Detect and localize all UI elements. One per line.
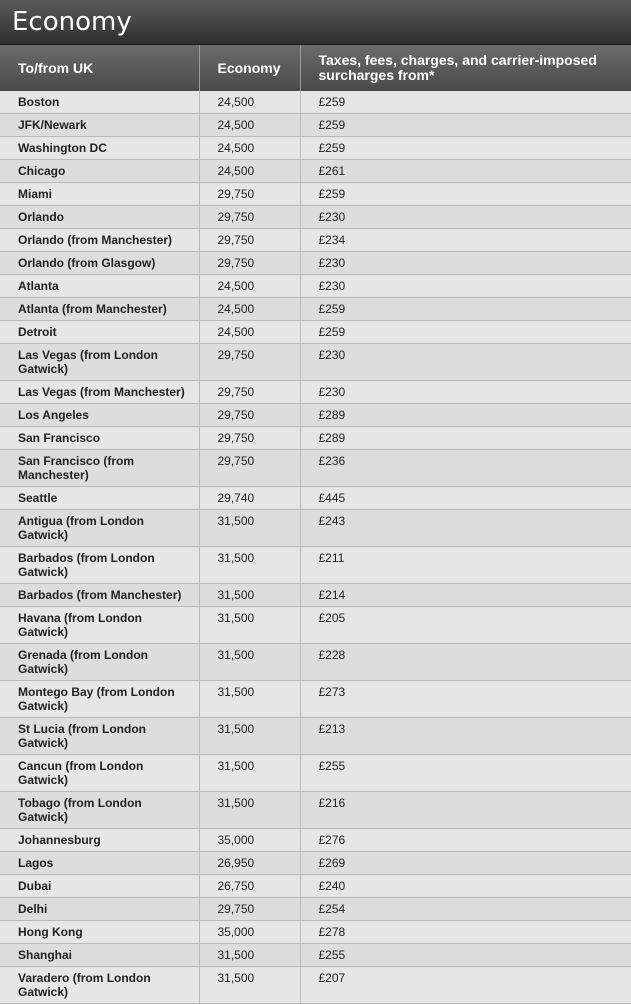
economy-miles-cell: 29,750 (199, 898, 300, 921)
taxes-cell: £261 (300, 160, 631, 183)
economy-miles-cell: 24,500 (199, 275, 300, 298)
destination-cell: Lagos (0, 852, 199, 875)
taxes-cell: £240 (300, 875, 631, 898)
table-row (0, 607, 631, 644)
destination-cell: Johannesburg (0, 829, 199, 852)
economy-miles-cell: 31,500 (199, 967, 300, 1004)
destination-cell: Orlando (from Glasgow) (0, 252, 199, 275)
taxes-cell: £269 (300, 852, 631, 875)
taxes-cell: £259 (300, 183, 631, 206)
destination-cell: Miami (0, 183, 199, 206)
destination-cell: San Francisco (from Manchester) (0, 450, 199, 487)
destination-cell: JFK/Newark (0, 114, 199, 137)
destination-cell: Cancun (from London Gatwick) (0, 755, 199, 792)
table-row (0, 344, 631, 381)
taxes-cell: £276 (300, 829, 631, 852)
table-row (0, 91, 631, 114)
taxes-cell: £278 (300, 921, 631, 944)
column-header-economy: Economy (199, 45, 300, 91)
table-row (0, 852, 631, 875)
economy-miles-cell: 29,740 (199, 487, 300, 510)
economy-miles-cell: 24,500 (199, 114, 300, 137)
destination-cell: Las Vegas (from London Gatwick) (0, 344, 199, 381)
destination-cell: Orlando (0, 206, 199, 229)
economy-miles-cell: 31,500 (199, 755, 300, 792)
economy-miles-cell: 31,500 (199, 681, 300, 718)
taxes-cell: £289 (300, 404, 631, 427)
destination-cell: Los Angeles (0, 404, 199, 427)
economy-miles-cell: 29,750 (199, 404, 300, 427)
destination-cell: Hong Kong (0, 921, 199, 944)
economy-miles-cell: 24,500 (199, 160, 300, 183)
table-row (0, 898, 631, 921)
column-header-taxes: Taxes, fees, charges, and carrier-imposed surcharges from* (300, 45, 631, 91)
destination-cell: Atlanta (0, 275, 199, 298)
destination-cell: Barbados (from London Gatwick) (0, 547, 199, 584)
taxes-cell: £259 (300, 321, 631, 344)
table-row (0, 792, 631, 829)
destination-cell: Barbados (from Manchester) (0, 584, 199, 607)
destination-cell: Atlanta (from Manchester) (0, 298, 199, 321)
economy-miles-cell: 31,500 (199, 607, 300, 644)
taxes-cell: £289 (300, 427, 631, 450)
destination-cell: Tobago (from London Gatwick) (0, 792, 199, 829)
economy-miles-cell: 31,500 (199, 547, 300, 584)
destination-cell: Seattle (0, 487, 199, 510)
table-header (0, 45, 631, 91)
taxes-cell: £236 (300, 450, 631, 487)
table-row (0, 681, 631, 718)
table-row (0, 967, 631, 1004)
taxes-cell: £273 (300, 681, 631, 718)
taxes-cell: £230 (300, 252, 631, 275)
page-title: Economy (0, 0, 631, 45)
destination-cell: Montego Bay (from London Gatwick) (0, 681, 199, 718)
table-row (0, 450, 631, 487)
destination-cell: Las Vegas (from Manchester) (0, 381, 199, 404)
economy-miles-cell: 29,750 (199, 206, 300, 229)
destination-cell: Washington DC (0, 137, 199, 160)
taxes-cell: £230 (300, 344, 631, 381)
taxes-cell: £243 (300, 510, 631, 547)
table-row (0, 755, 631, 792)
table-row (0, 160, 631, 183)
table-row (0, 584, 631, 607)
destination-cell: Delhi (0, 898, 199, 921)
header-row (0, 45, 631, 91)
economy-miles-cell: 24,500 (199, 321, 300, 344)
table-row (0, 921, 631, 944)
destination-cell: St Lucia (from London Gatwick) (0, 718, 199, 755)
taxes-cell: £259 (300, 114, 631, 137)
table-row (0, 114, 631, 137)
table-row (0, 404, 631, 427)
destination-cell: Antigua (from London Gatwick) (0, 510, 199, 547)
table-row (0, 427, 631, 450)
taxes-cell: £234 (300, 229, 631, 252)
economy-miles-cell: 24,500 (199, 91, 300, 114)
table-row (0, 829, 631, 852)
table-row (0, 944, 631, 967)
taxes-cell: £214 (300, 584, 631, 607)
taxes-cell: £230 (300, 206, 631, 229)
taxes-cell: £255 (300, 944, 631, 967)
taxes-cell: £254 (300, 898, 631, 921)
economy-miles-cell: 29,750 (199, 229, 300, 252)
taxes-cell: £255 (300, 755, 631, 792)
table-row (0, 381, 631, 404)
destination-cell: Orlando (from Manchester) (0, 229, 199, 252)
destination-cell: Boston (0, 91, 199, 114)
taxes-cell: £259 (300, 91, 631, 114)
taxes-cell: £259 (300, 137, 631, 160)
economy-miles-cell: 29,750 (199, 252, 300, 275)
column-header-destination: To/from UK (0, 45, 199, 91)
economy-miles-cell: 35,000 (199, 921, 300, 944)
economy-miles-cell: 29,750 (199, 450, 300, 487)
table-row (0, 252, 631, 275)
table-body (0, 91, 631, 1004)
table-row (0, 137, 631, 160)
taxes-cell: £213 (300, 718, 631, 755)
taxes-cell: £230 (300, 381, 631, 404)
table-row (0, 547, 631, 584)
economy-miles-cell: 31,500 (199, 510, 300, 547)
destination-cell: Chicago (0, 160, 199, 183)
table-row (0, 510, 631, 547)
economy-miles-cell: 35,000 (199, 829, 300, 852)
economy-miles-cell: 31,500 (199, 792, 300, 829)
economy-miles-cell: 26,950 (199, 852, 300, 875)
taxes-cell: £228 (300, 644, 631, 681)
table-row (0, 321, 631, 344)
economy-miles-cell: 31,500 (199, 584, 300, 607)
taxes-cell: £445 (300, 487, 631, 510)
economy-miles-cell: 29,750 (199, 344, 300, 381)
table-row (0, 298, 631, 321)
economy-miles-cell: 24,500 (199, 137, 300, 160)
table-row (0, 875, 631, 898)
destination-cell: Detroit (0, 321, 199, 344)
destination-cell: Dubai (0, 875, 199, 898)
table-row (0, 206, 631, 229)
table-row (0, 183, 631, 206)
taxes-cell: £259 (300, 298, 631, 321)
taxes-cell: £207 (300, 967, 631, 1004)
taxes-cell: £230 (300, 275, 631, 298)
table-row (0, 487, 631, 510)
economy-miles-cell: 31,500 (199, 718, 300, 755)
table-row (0, 275, 631, 298)
destination-cell: San Francisco (0, 427, 199, 450)
economy-miles-cell: 29,750 (199, 183, 300, 206)
destination-cell: Shanghai (0, 944, 199, 967)
taxes-cell: £216 (300, 792, 631, 829)
economy-miles-cell: 26,750 (199, 875, 300, 898)
taxes-cell: £211 (300, 547, 631, 584)
economy-miles-cell: 31,500 (199, 644, 300, 681)
destination-cell: Havana (from London Gatwick) (0, 607, 199, 644)
table-row (0, 718, 631, 755)
taxes-cell: £205 (300, 607, 631, 644)
economy-miles-cell: 31,500 (199, 944, 300, 967)
economy-miles-cell: 29,750 (199, 427, 300, 450)
economy-miles-cell: 24,500 (199, 298, 300, 321)
table-row (0, 644, 631, 681)
economy-miles-cell: 29,750 (199, 381, 300, 404)
destination-cell: Varadero (from London Gatwick) (0, 967, 199, 1004)
table-row (0, 229, 631, 252)
economy-fares-table (0, 45, 631, 1004)
destination-cell: Grenada (from London Gatwick) (0, 644, 199, 681)
